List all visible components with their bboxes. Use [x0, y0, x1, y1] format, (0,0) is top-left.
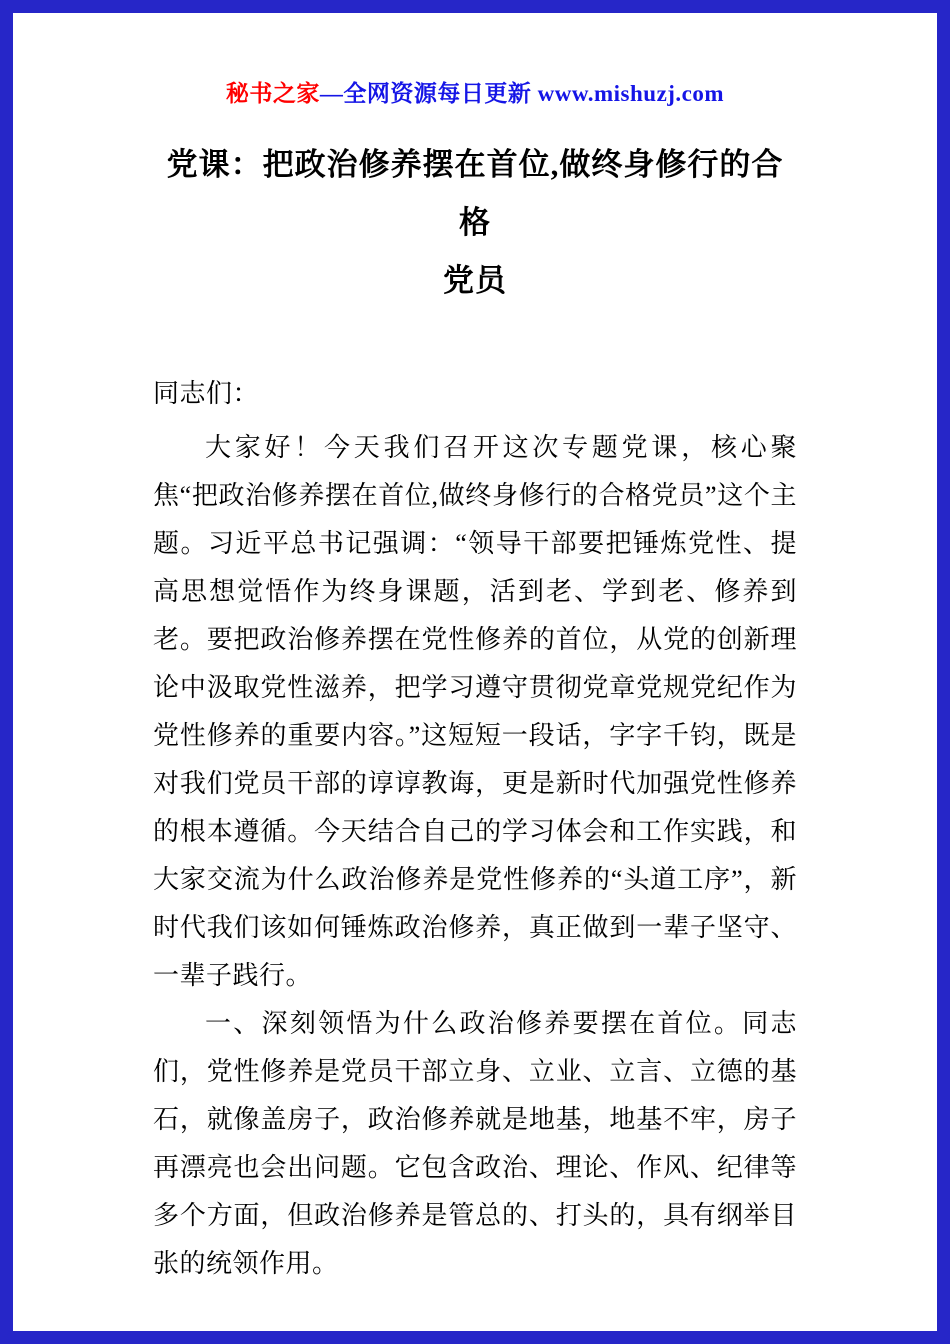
- document-title-line-1: 党课：把政治修养摆在首位,做终身修行的合格: [166, 147, 784, 240]
- site-header: [153, 75, 797, 108]
- site-brand: 秘书之家: [225, 81, 320, 106]
- paragraph: 一、深刻领悟为什么政治修养要摆在首位。同志们，党性修养是党员干部立身、立业、立言、立德的基石，就像盖房子，政治修养就是地基，地基不牢，房子再漂亮也会出问题。它包含政治、理论、作风、纪律等多个方面，但政治修养是管总的、打头的，具有纲举目张的统领作用。: [153, 1009, 797, 1278]
- site-tagline: —全网资源每日更新 www.mishuzj.com: [319, 81, 725, 106]
- document-title: [153, 136, 797, 310]
- document-body: [153, 370, 797, 1288]
- salutation: 同志们：: [153, 379, 260, 408]
- document-title-line-2: 党员: [443, 263, 507, 298]
- paragraph: 大家好！今天我们召开这次专题党课，核心聚焦“把政治修养摆在首位,做终身修行的合格党员”这个主题。习近平总书记强调：“领导干部要把锤炼党性、提高思想觉悟作为终身课题，活到老、学到老、修养到老。要把政治修养摆在党性修养的首位，从党的创新理论中汲取党性滋养，把学习遵守贯彻党章党规党纪作为党性修养的重要内容。”这短短一段话，字字千钧，既是对我们党员干部的谆谆教诲，更是新时代加强党性修养的根本遵循。今天结合自己的学习体会和工作实践，和大家交流为什么政治修养是党性修养的“头道工序”，新时代我们该如何锤炼政治修养，真正做到一辈子坚守、一辈子践行。: [153, 433, 797, 990]
